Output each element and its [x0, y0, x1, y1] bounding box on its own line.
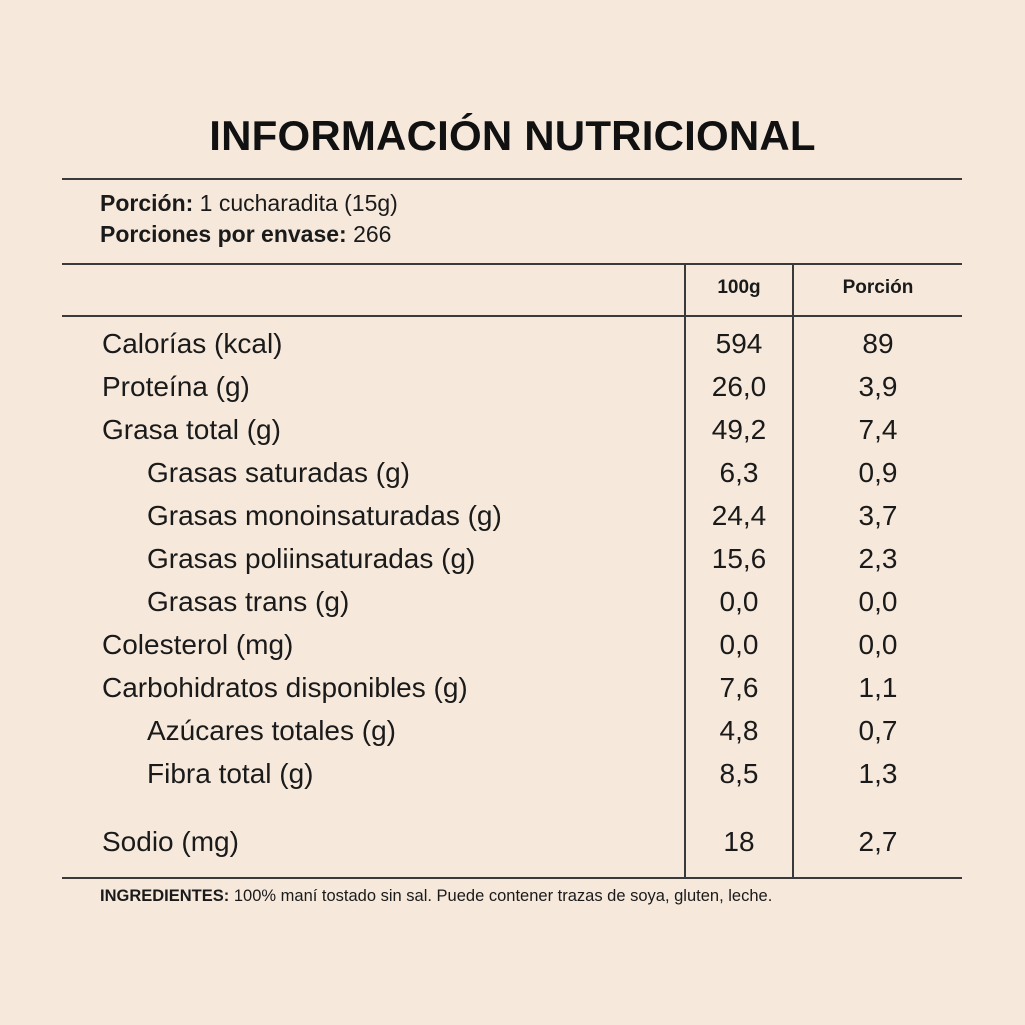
nutrient-value-100g: 7,6 [719, 672, 759, 703]
table-row [62, 583, 962, 626]
nutrient-value-portion: 0,0 [858, 629, 898, 660]
table-row [62, 497, 962, 540]
table-row [62, 669, 962, 712]
nutrient-name: Sodio (mg) [102, 826, 239, 857]
table-row [62, 540, 962, 583]
nutrient-value-100g: 0,0 [719, 586, 759, 617]
nutrient-name: Grasas trans (g) [147, 586, 350, 617]
servings-per-container-line [100, 219, 398, 250]
table-row [62, 411, 962, 454]
serving-size-value: 1 cucharadita (15g) [199, 190, 398, 216]
divider-header [62, 315, 962, 317]
nutrient-value-100g: 15,6 [711, 543, 767, 574]
nutrient-name: Proteína (g) [102, 371, 250, 402]
serving-info [100, 188, 398, 250]
nutrient-name: Fibra total (g) [147, 758, 314, 789]
nutrient-value-100g: 594 [715, 328, 763, 359]
table-row [62, 755, 962, 798]
nutrient-value-portion: 2,7 [858, 826, 898, 857]
ingredients-text: 100% maní tostado sin sal. Puede contener trazas de soya, gluten, leche. [233, 887, 773, 905]
divider-bottom [62, 877, 962, 879]
nutrient-value-100g: 49,2 [711, 414, 767, 445]
table-row [62, 454, 962, 497]
nutrient-value-100g: 18 [723, 826, 755, 857]
nutrient-name: Grasas poliinsaturadas (g) [147, 543, 476, 574]
table-row [62, 823, 962, 866]
servings-per-container-label: Porciones por envase: [100, 221, 347, 247]
nutrient-value-100g: 6,3 [719, 457, 759, 488]
nutrient-value-portion: 1,1 [858, 672, 898, 703]
table-row [62, 712, 962, 755]
nutrient-value-portion: 1,3 [858, 758, 898, 789]
serving-size-label: Porción: [100, 190, 194, 216]
nutrient-value-100g: 8,5 [719, 758, 759, 789]
nutrient-name: Calorías (kcal) [102, 328, 283, 359]
nutrient-value-100g: 26,0 [711, 371, 767, 402]
table-row [62, 325, 962, 368]
ingredients-label: INGREDIENTES: [100, 887, 230, 905]
nutrient-name: Grasa total (g) [102, 414, 281, 445]
divider-serving [62, 263, 962, 265]
nutrient-value-portion: 7,4 [858, 414, 898, 445]
ingredients-line [100, 885, 960, 907]
nutrient-value-portion: 3,9 [858, 371, 898, 402]
nutrient-value-100g: 0,0 [719, 629, 759, 660]
nutrient-name: Colesterol (mg) [102, 629, 294, 660]
nutrient-value-portion: 0,9 [858, 457, 898, 488]
nutrient-name: Azúcares totales (g) [147, 715, 396, 746]
nutrient-value-100g: 24,4 [711, 500, 767, 531]
nutrient-value-portion: 0,0 [858, 586, 898, 617]
nutrient-value-100g: 4,8 [719, 715, 759, 746]
nutrient-value-portion: 0,7 [858, 715, 898, 746]
nutrient-value-portion: 2,3 [858, 543, 898, 574]
nutrient-value-portion: 3,7 [858, 500, 898, 531]
column-header-100g: 100g [717, 277, 761, 298]
nutrient-name: Grasas saturadas (g) [147, 457, 410, 488]
table-row [62, 368, 962, 411]
nutrient-rows [62, 325, 962, 866]
column-header-portion: Porción [842, 277, 914, 298]
table-row [62, 626, 962, 669]
page-title: INFORMACIÓN NUTRICIONAL [209, 112, 816, 159]
nutrient-name: Grasas monoinsaturadas (g) [147, 500, 502, 531]
servings-per-container-value: 266 [353, 221, 392, 247]
serving-size-line [100, 188, 398, 219]
nutrient-value-portion: 89 [862, 328, 894, 359]
nutrient-name: Carbohidratos disponibles (g) [102, 672, 468, 703]
divider-top [62, 178, 962, 180]
